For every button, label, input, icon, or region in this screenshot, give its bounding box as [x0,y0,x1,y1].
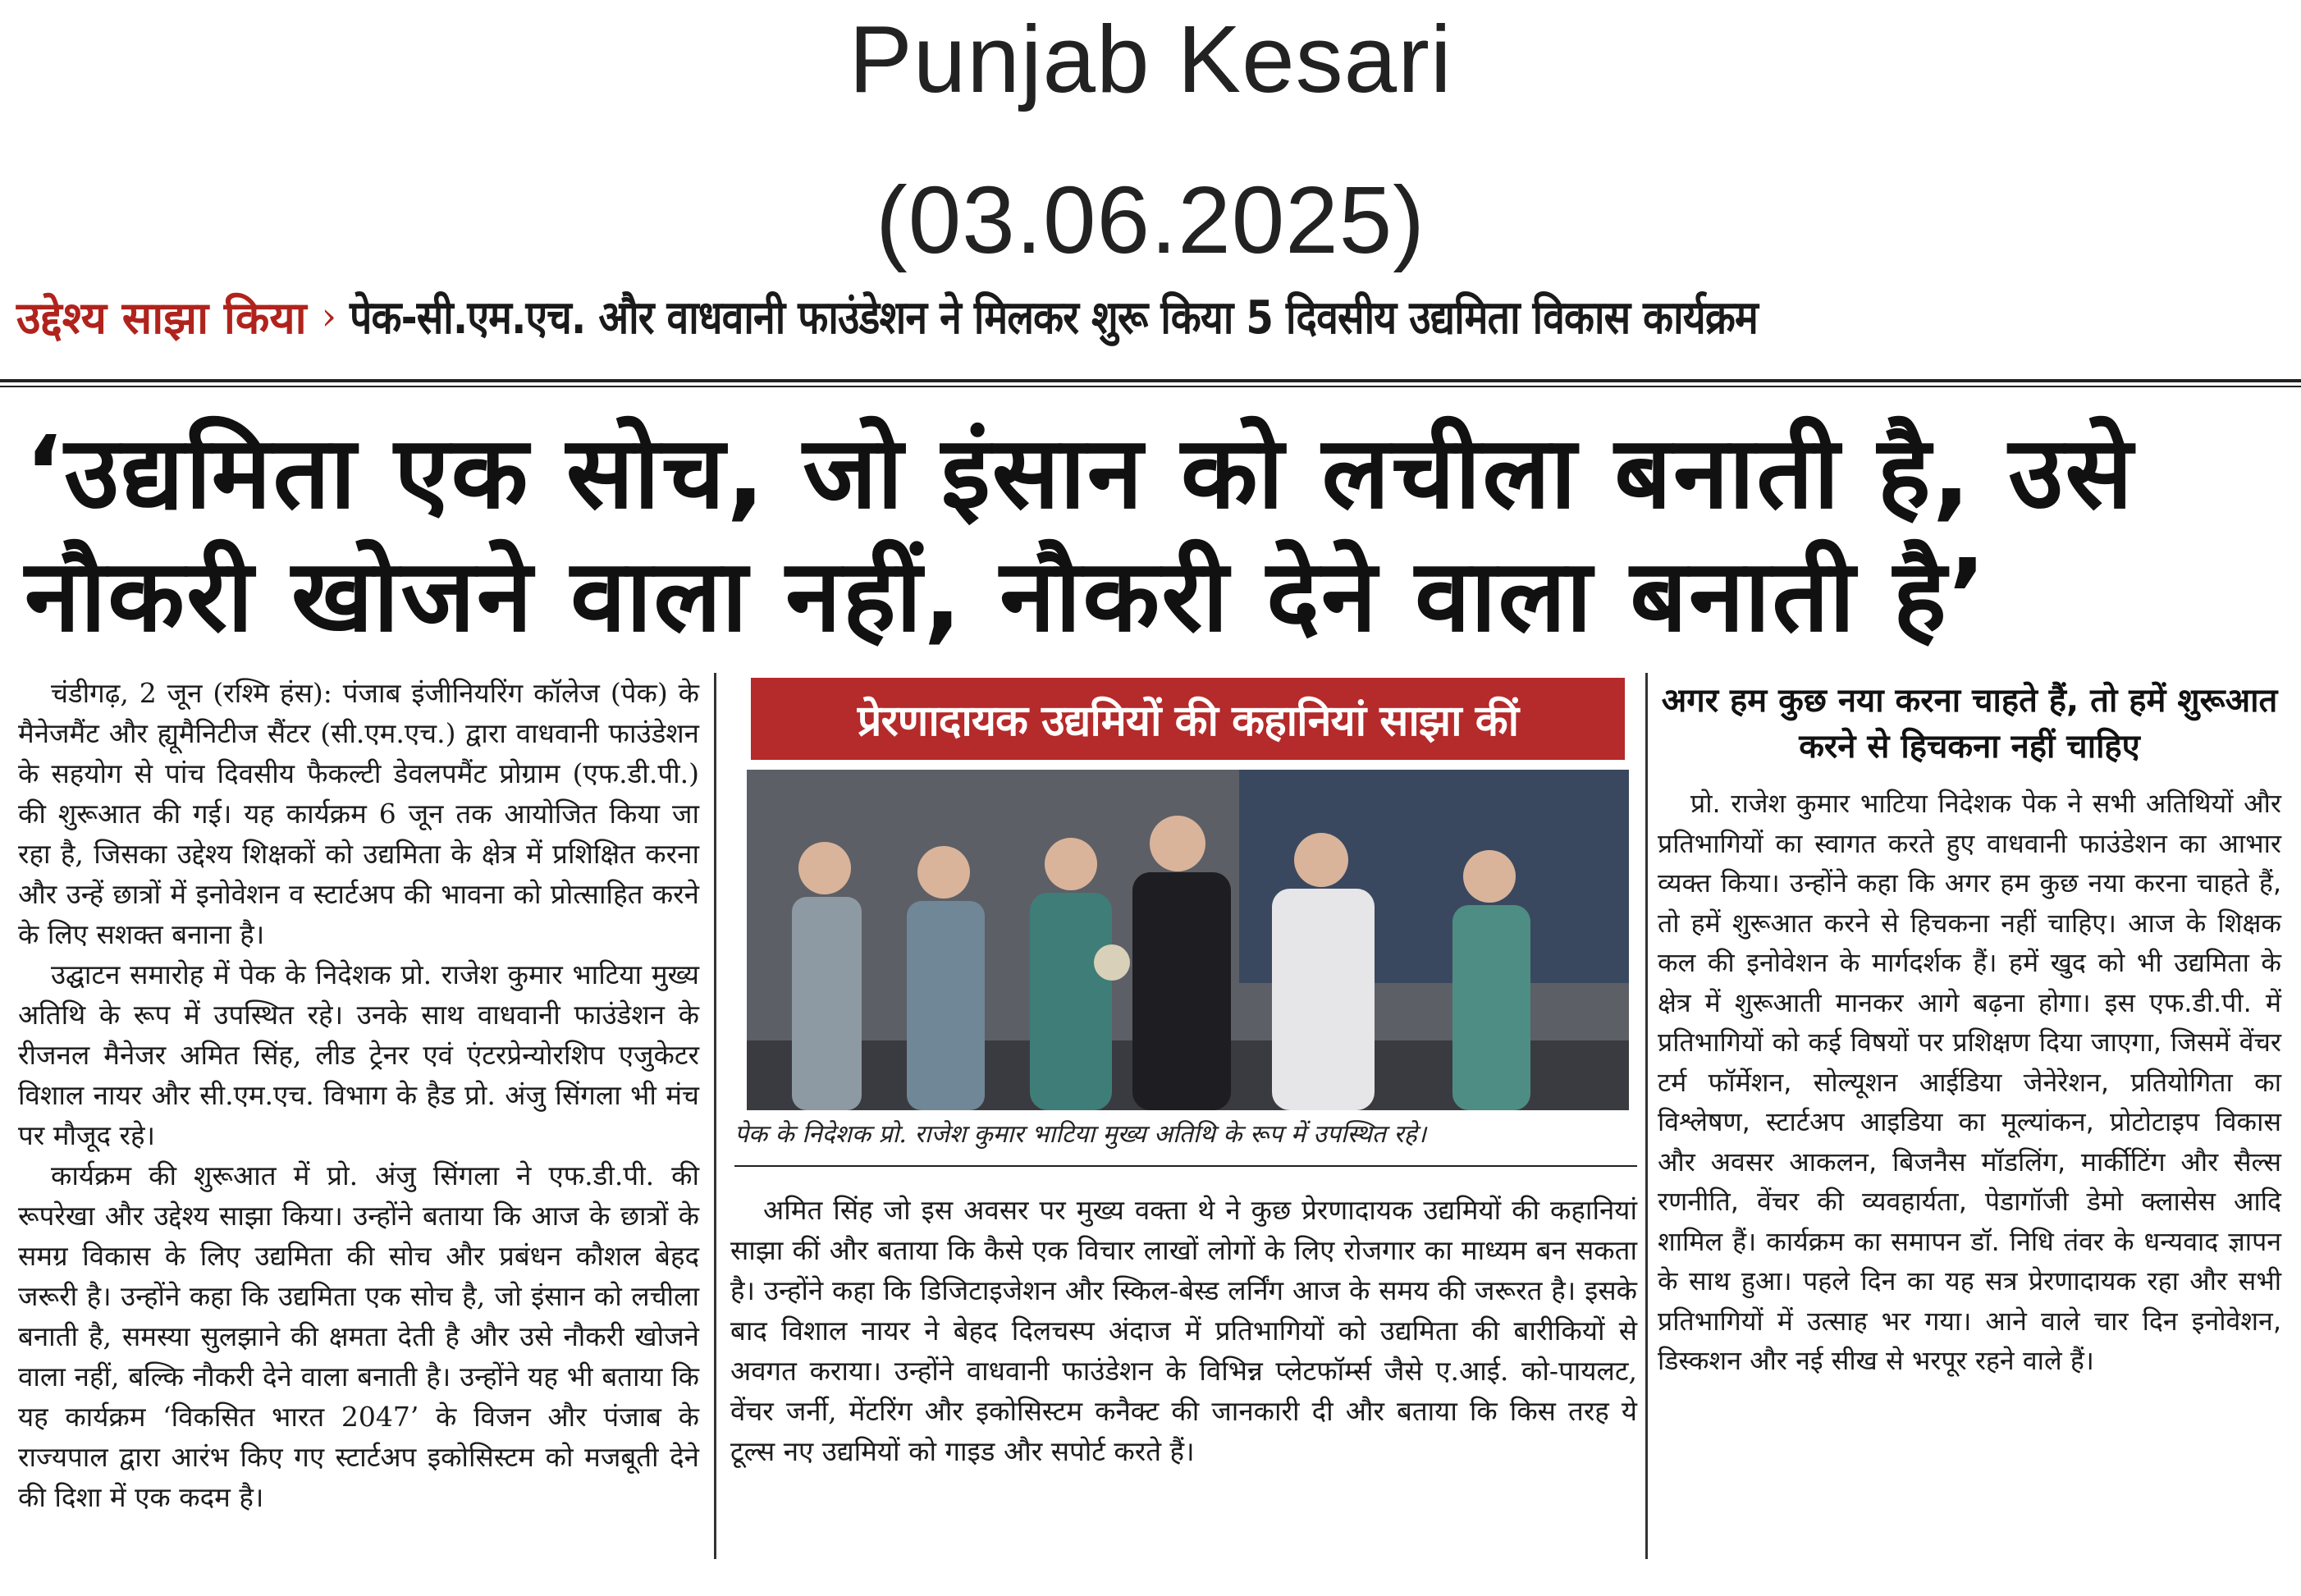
right-column [1658,784,2281,1381]
article-paragraph: प्रो. राजेश कुमार भाटिया निदेशक पेक ने सभी अतिथियों और प्रतिभागियों का स्वागत करते हुए वाधवानी फाउंडेशन का आभार व्यक्त किया। उन्होंने कहा कि अगर हम कुछ नया करना चाहते हैं, तो हमें शुरूआत करने से हिचकना नहीं चाहिए। आज के शिक्षक कल की इनोवेशन के मार्गदर्शक हैं। हमें खुद को भी उद्यमिता के क्षेत्र में शुरूआती मानकर आगे बढ़ना होगा। इस एफ.डी.पी. में प्रतिभागियों को कई विषयों पर प्रशिक्षण दिया जाएगा, जिसमें वेंचर टर्म फॉर्मेशन, सोल्यूशन आईडिया जेनेरेशन, प्रतियोगिता का विश्लेषण, स्टार्टअप आइडिया का मूल्यांकन, प्रोटोटाइप विकास और अवसर आकलन, बिजनैस मॉडलिंग, मार्कीटिंग और सैल्स रणनीति, वेंचर की व्यवहार्यता, पेडागॉजी डेमो क्लासेस आदि शामिल हैं। कार्यक्रम का समापन डॉ. निधि तंवर के धन्यवाद ज्ञापन के साथ हुआ। पहले दिन का यह सत्र प्रेरणादायक रहा और सभी प्रतिभागियों में उत्साह भर गया। आने वाले चार दिन इनोवेशन, डिस्कशन और नई सीख से भरपूर रहने वाले हैं। [1658,788,2281,1376]
publication-date: (03.06.2025) [876,167,1425,273]
kicker-row [16,279,2290,353]
photo-caption: पेक के निदेशक प्रो. राजेश कुमार भाटिया मुख्य अतिथि के रूप में उपस्थित रहे। [734,1120,1427,1149]
caption-rule [734,1165,1637,1167]
column-divider [1645,673,1648,1559]
article-paragraph: उद्घाटन समारोह में पेक के निदेशक प्रो. राजेश कुमार भाटिया मुख्य अतिथि के रूप में उपस्थित रहे। उनके साथ वाधवानी फाउंडेशन के रीजनल मैनेजर अमित सिंह, लीड ट्रेनर एवं एंटरप्रेन्योरशिप एजुकेटर विशाल नायर और सी.एम.एच. विभाग के हैड प्रो. अंजु सिंगला भी मंच पर मौजूद रहे। [18,958,699,1151]
right-subheadline: अगर हम कुछ नया करना चाहते हैं, तो हमें शुरूआत करने से हिचकना नहीं चाहिए [1661,682,2278,766]
kicker-arrow-icon: › [321,294,337,338]
divider-rule-thin [0,386,2301,387]
photo-banner: प्रेरणादायक उद्यमियों की कहानियां साझा कीं [751,678,1625,760]
kicker-label: उद्देश्य साझा किया [16,292,307,344]
event-photo-illustration [747,770,1629,1110]
article-paragraph: अमित सिंह जो इस अवसर पर मुख्य वक्ता थे ने कुछ प्रेरणादायक उद्यमियों की कहानियां साझा कीं और बताया कि कैसे एक विचार लाखों लोगों के लिए रोजगार का माध्यम बन सकता है। उन्होंने कहा कि डिजिटाइजेशन और स्किल-बेस्ड लर्निंग आज के समय की जरूरत है। इसके बाद विशाल नायर ने बेहद दिलचस्प अंदाज में प्रतिभागियों को उद्यमिता की बारीकियों से अवगत कराया। उन्होंने वाधवानी फाउंडेशन के विभिन्न प्लेटफॉर्म्स जैसे ए.आई. को-पायलट, वेंचर जर्नी, मेंटरिंग और इकोसिस्टम कनैक्ट की जानकारी दी और बताया कि किस तरह ये टूल्स नए उद्यमियों को गाइड और सपोर्ट करते हैं। [730,1194,1637,1467]
deck-headline: पेक-सी.एम.एच. और वाधवानी फाउंडेशन ने मिलकर शुरू किया 5 दिवसीय उद्यमिता विकास कार्यक्रम [350,291,1759,345]
article-paragraph: चंडीगढ़, 2 जून (रश्मि हंस): पंजाब इंजीनियरिंग कॉलेज (पेक) के मैनेजमैंट और ह्यूमैनिटीज सैंटर (सी.एम.एच.) द्वारा वाधवानी फाउंडेशन के सहयोग से पांच दिवसीय फैकल्टी डेवलपमैंट प्रोग्राम (एफ.डी.पी.) की शुरूआत की गई। यह कार्यक्रम 6 जून तक आयोजित किया जा रहा है, जिसका उद्देश्य शिक्षकों को उद्यमिता के क्षेत्र में प्रशिक्षित करना और उन्हें छात्रों में इनोवेशन व स्टार्टअप की भावना को प्रोत्साहित करने के लिए सशक्त बनाना है। [18,677,699,950]
article-paragraph: कार्यक्रम की शुरूआत में प्रो. अंजु सिंगला ने एफ.डी.पी. की रूपरेखा और उद्देश्य साझा किया। उन्होंने बताया कि आज के छात्रों के समग्र विकास के लिए उद्यमिता की सोच और प्रबंधन कौशल बेहद जरूरी है। उन्होंने कहा कि उद्यमिता एक सोच है, जो इंसान को लचीला बनाती है, समस्या सुलझाने की क्षमता देती है और उसे नौकरी खोजने वाला नहीं, बल्कि नौकरी देने वाला बनाती है। उन्होंने यह भी बताया कि यह कार्यक्रम ‘विकसित भारत 2047’ के विजन और पंजाब के राज्यपाल द्वारा आरंभ किए गए स्टार्टअप इकोसिस्टम को मजबूती देने की दिशा में एक कदम है। [18,1159,699,1513]
left-column [18,673,699,1517]
main-headline-line-2: नौकरी खोजने वाला नहीं, नौकरी देने वाला बनाती है’ [25,537,1988,654]
main-headline-line-1: ‘उद्यमिता एक सोच, जो इंसान को लचीला बनाती है, उसे [25,414,2134,531]
divider-rule [0,379,2301,382]
newspaper-name: Punjab Kesari [849,6,1452,112]
column-divider [714,673,716,1559]
middle-column [730,1190,1637,1471]
event-photo [747,770,1629,1110]
